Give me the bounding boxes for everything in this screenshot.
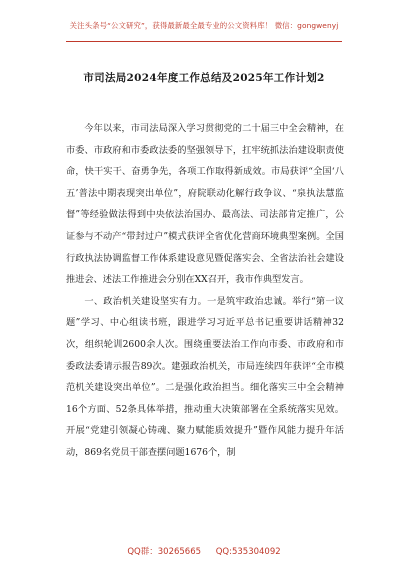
qq-contact-info (216, 547, 281, 557)
qq-number: 535304092 (231, 547, 281, 557)
qq-group-info (127, 547, 201, 557)
document-title: 市司法局2024年度工作总结及2025年工作计划2 (83, 72, 325, 84)
document-body (66, 118, 344, 464)
qq-label: QQ: (215, 547, 232, 557)
paragraph: 一、政治机关建设坚实有力。一是筑牢政治忠诚。举行“第一议题”学习、中心组读书班，跟进学习习近平总书记重要讲话精神32次，组织轮训2600余人次。围绕重要法治工作向市委、市政府和市委政法委请示报告89次。建强政治机关，市局连续四年获评“全市模范机关建设突出单位”。二是强化政治担当。细化落实三中全会精神16个方面、52条具体举措，推动重大决策部署在全系统落实见效。开展“党建引领凝心铸魂、聚力赋能质效提升”暨作风能力提升年活动，869名党员干部查摆问题1676个，制 (66, 295, 344, 458)
header-banner: 关注头条号“公文研究”，获得最新最全最专业的公文资料库！ 微信：gongwenyj (69, 21, 339, 30)
qq-group-number: 30265665 (157, 547, 202, 557)
footer-contact (0, 545, 408, 557)
header-divider (66, 41, 342, 42)
paragraph: 今年以来，市司法局深入学习贯彻党的二十届三中全会精神，在市委、市政府和市委政法委的坚强领导下，扛牢统抓法治建设职责使命，快干实干、奋勇争先，各项工作取得新成效。市局获评“全国‘八五’普法中期表现突出单位”，府院联动化解行政争议、“泉执法慧监督”等经验做法得到中央依法治国办、最高法、司法部肯定推广，公证参与不动产“带封过户”模式获评全省优化营商环境典型案例。全国行政执法协调监督工作体系建设意见暨促落实会、全省法治社会建设推进会、述法工作推进会分别在XX召开，我市作典型发言。 (66, 123, 344, 286)
qq-group-label: QQ群： (127, 547, 158, 557)
